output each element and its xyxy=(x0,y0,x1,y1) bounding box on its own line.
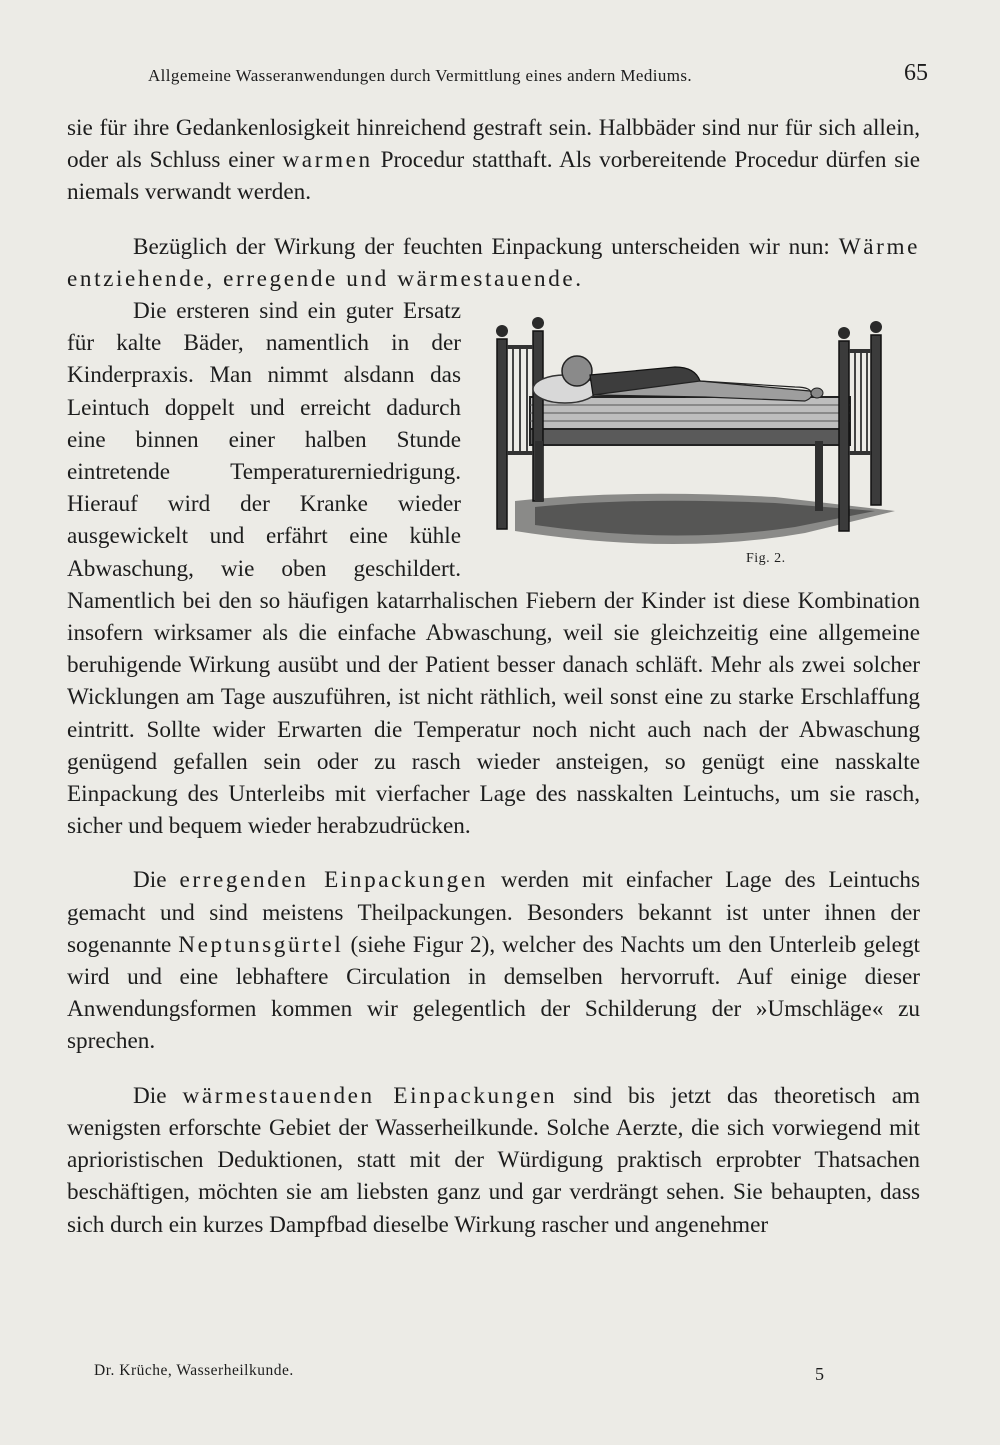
body-text xyxy=(67,112,920,1241)
figure-caption: Fig. 2. xyxy=(746,551,786,567)
page-header xyxy=(148,60,928,96)
spaced-emphasis: wärmestauenden Einpackungen xyxy=(182,1082,558,1109)
bed-illustration xyxy=(475,301,930,563)
page-footer xyxy=(94,1362,824,1392)
spaced-emphasis: Neptunsgürtel xyxy=(178,931,344,958)
running-head: Allgemeine Wasseranwendungen durch Vermittlung eines andern Mediums. xyxy=(148,66,693,85)
footer-signature: Dr. Krüche, Wasserheilkunde. xyxy=(94,1362,294,1379)
paragraph-5: Die wärmestauenden Einpackungen sind bis jetzt das theoretisch am wenigsten erforschte Gebiet der Wasserheilkunde. Solche Aerzte, die sich vorwiegend mit aprioristischen Deduktionen, statt mit der Würdigung praktisch erprobter Thatsachen beschäftigen, möchten sie am liebsten ganz und gar verdrängt sehen. Sie behaupten, dass sich durch ein kurzes Dampfbad dieselbe Wirkung rascher und angenehmer xyxy=(67,1082,921,1238)
spaced-emphasis: warmen xyxy=(282,147,373,174)
paragraph-3: Fig. 2. Die ersteren sind ein guter Ersatz für kalte Bäder, namentlich in der Kinderpraxis. Man nimmt alsdann das Leintuch doppelt und erreicht dadurch eine binnen einer halben Stunde eintretende Temperaturerniedrigung. Hierauf wird der Kranke wieder ausgewickelt und erfährt eine kühle Abwaschung, wie oben geschildert. Namentlich bei den so häufigen katarrhalischen Fiebern der Kinder ist diese Kombination insofern wirksamer als die einfache Abwaschung, weil sie gleichzeitig eine allgemeine beruhigende Wirkung ausübt und der Patient besser danach schläft. Mehr als zwei solcher Wicklungen am Tage auszuführen, ist nicht räthlich, weil sonst eine zu starke Erschlaffung eintritt. Sollte wider Erwarten die Temperatur noch nicht auch nach der Abwaschung genügend gefallen sein oder zu rasch wieder ansteigen, so genügt eine nasskalte Einpackung des Unterleibs mit vierfacher Lage des nasskalten Leintuchs, um sie rasch, sicher und bequem wieder herabzudrücken. xyxy=(67,295,920,842)
paragraph-1: sie für ihre Gedankenlosigkeit hinreichend gestraft sein. Halbbäder sind nur für sich allein, oder als Schluss einer warmen Procedur statthaft. Als vorbereitende Procedur dürfen sie niemals verwandt werden. xyxy=(67,115,921,206)
page-number: 65 xyxy=(904,60,928,86)
paragraph-4: Die erregenden Einpackungen werden mit einfacher Lage des Leintuchs gemacht und sind meistens Theilpackungen. Besonders bekannt ist unter ihnen der sogenannte Neptunsgürtel (siehe Figur 2), welcher des Nachts um den Unterleib gelegt wird und eine lebhaftere Circulation in demselben hervorruft. Auf einige dieser Anwendungsformen kommen wir gelegentlich der Schilderung der »Umschläge« zu sprechen. xyxy=(67,867,921,1055)
spaced-emphasis: Wärme entziehende, erregende und wärmestauende. xyxy=(67,233,920,292)
signature-mark: 5 xyxy=(815,1364,824,1384)
spaced-emphasis: erregenden Einpackungen xyxy=(179,867,488,894)
figure-2 xyxy=(475,301,930,567)
paragraph-2: Bezüglich der Wirkung der feuchten Einpackung unterscheiden wir nun: Wärme entziehende, erregende und wärmestauende. xyxy=(67,233,920,292)
